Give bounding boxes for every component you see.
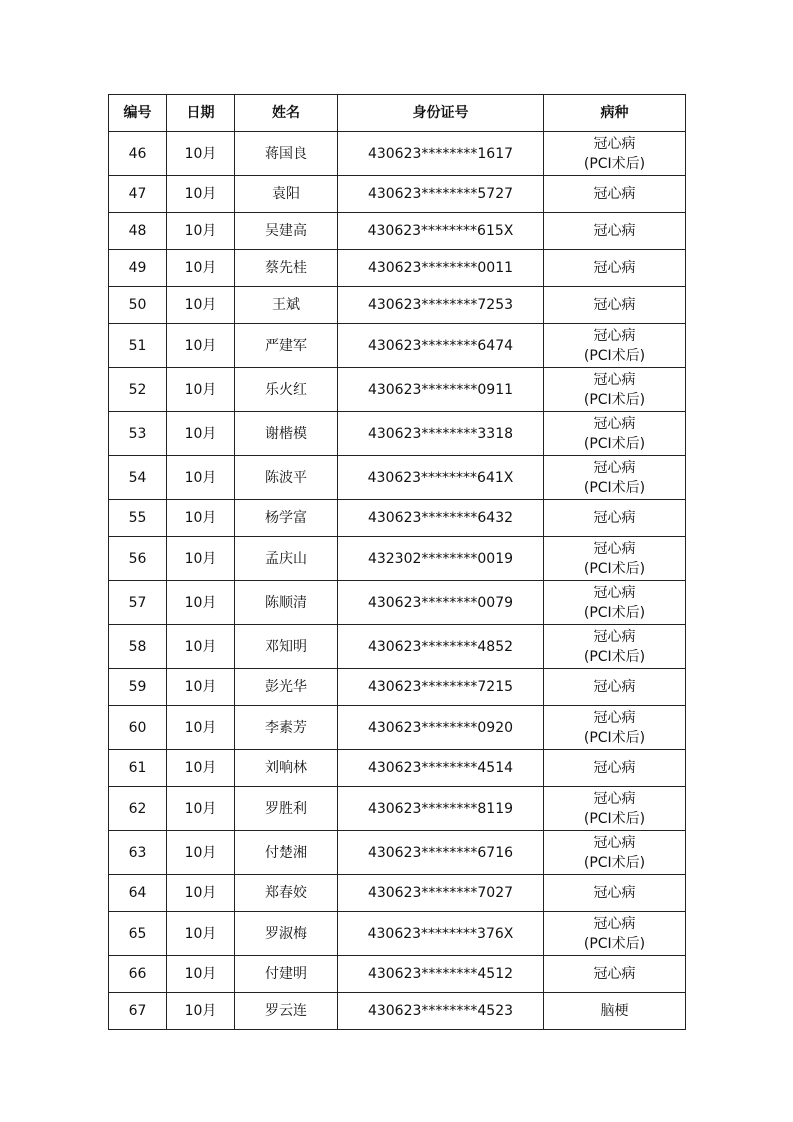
table-row: [109, 993, 686, 1030]
table-row: [109, 250, 686, 287]
cell-disease: [544, 213, 686, 250]
header-date: 日期: [167, 95, 235, 132]
cell-disease: [544, 831, 686, 875]
cell-number: 62: [109, 787, 167, 831]
cell-date: 10月: [167, 669, 235, 706]
cell-disease: [544, 875, 686, 912]
table-row: [109, 706, 686, 750]
cell-date: 10月: [167, 875, 235, 912]
cell-date: 10月: [167, 993, 235, 1030]
disease-note: (PCI术后): [583, 810, 646, 827]
cell-name: 陈波平: [235, 456, 338, 500]
cell-date: 10月: [167, 250, 235, 287]
disease-note: (PCI术后): [583, 347, 646, 364]
cell-date: 10月: [167, 324, 235, 368]
cell-id-number: 432302********0019: [338, 537, 544, 581]
cell-disease: [544, 250, 686, 287]
disease-label: 冠心病: [593, 297, 636, 313]
table-row: [109, 412, 686, 456]
cell-id-number: 430623********6432: [338, 500, 544, 537]
cell-disease: [544, 581, 686, 625]
cell-name: 袁阳: [235, 176, 338, 213]
cell-date: 10月: [167, 537, 235, 581]
header-disease: 病种: [544, 95, 686, 132]
cell-number: 64: [109, 875, 167, 912]
table-row: [109, 912, 686, 956]
cell-id-number: 430623********5727: [338, 176, 544, 213]
cell-date: 10月: [167, 912, 235, 956]
cell-number: 49: [109, 250, 167, 287]
cell-date: 10月: [167, 287, 235, 324]
table-row: [109, 213, 686, 250]
disease-label: 冠心病: [593, 371, 636, 388]
cell-name: 彭光华: [235, 669, 338, 706]
cell-name: 付楚湘: [235, 831, 338, 875]
cell-number: 53: [109, 412, 167, 456]
table-row: [109, 750, 686, 787]
cell-name: 王斌: [235, 287, 338, 324]
cell-disease: [544, 669, 686, 706]
disease-label: 冠心病: [593, 186, 636, 202]
cell-id-number: 430623********7027: [338, 875, 544, 912]
cell-number: 65: [109, 912, 167, 956]
table-row: [109, 581, 686, 625]
disease-label: 冠心病: [593, 510, 636, 526]
cell-name: 吴建高: [235, 213, 338, 250]
cell-id-number: 430623********4852: [338, 625, 544, 669]
disease-label: 冠心病: [593, 915, 636, 932]
header-id-number: 身份证号: [338, 95, 544, 132]
cell-disease: [544, 750, 686, 787]
disease-label: 冠心病: [593, 584, 636, 601]
disease-note: (PCI术后): [583, 155, 646, 172]
cell-name: 罗淑梅: [235, 912, 338, 956]
cell-number: 63: [109, 831, 167, 875]
cell-date: 10月: [167, 412, 235, 456]
table-row: [109, 625, 686, 669]
cell-number: 52: [109, 368, 167, 412]
cell-id-number: 430623********1617: [338, 132, 544, 176]
cell-disease: [544, 956, 686, 993]
table-row: [109, 456, 686, 500]
disease-label: 冠心病: [593, 135, 636, 152]
table-row: [109, 500, 686, 537]
cell-number: 50: [109, 287, 167, 324]
cell-name: 蔡先桂: [235, 250, 338, 287]
cell-date: 10月: [167, 176, 235, 213]
cell-id-number: 430623********4512: [338, 956, 544, 993]
disease-note: (PCI术后): [583, 935, 646, 952]
table-row: [109, 287, 686, 324]
cell-date: 10月: [167, 706, 235, 750]
cell-name: 孟庆山: [235, 537, 338, 581]
disease-note: (PCI术后): [583, 648, 646, 665]
cell-name: 李素芳: [235, 706, 338, 750]
cell-number: 54: [109, 456, 167, 500]
cell-date: 10月: [167, 625, 235, 669]
disease-label: 冠心病: [593, 260, 636, 276]
disease-note: (PCI术后): [583, 604, 646, 621]
cell-number: 58: [109, 625, 167, 669]
disease-label: 冠心病: [593, 790, 636, 807]
cell-id-number: 430623********7253: [338, 287, 544, 324]
disease-label: 冠心病: [593, 966, 636, 982]
cell-disease: [544, 706, 686, 750]
cell-name: 邓知明: [235, 625, 338, 669]
cell-number: 47: [109, 176, 167, 213]
cell-id-number: 430623********4514: [338, 750, 544, 787]
disease-label: 冠心病: [593, 834, 636, 851]
cell-number: 66: [109, 956, 167, 993]
cell-name: 刘响林: [235, 750, 338, 787]
cell-disease: [544, 537, 686, 581]
cell-disease: [544, 176, 686, 213]
table-row: [109, 368, 686, 412]
cell-name: 蒋国良: [235, 132, 338, 176]
cell-disease: [544, 625, 686, 669]
cell-number: 57: [109, 581, 167, 625]
cell-id-number: 430623********615X: [338, 213, 544, 250]
disease-note: (PCI术后): [583, 391, 646, 408]
table-row: [109, 875, 686, 912]
disease-note: (PCI术后): [583, 729, 646, 746]
cell-disease: [544, 287, 686, 324]
cell-number: 56: [109, 537, 167, 581]
disease-label: 冠心病: [593, 327, 636, 344]
cell-name: 乐火红: [235, 368, 338, 412]
cell-name: 陈顺清: [235, 581, 338, 625]
cell-id-number: 430623********0920: [338, 706, 544, 750]
cell-date: 10月: [167, 956, 235, 993]
cell-number: 67: [109, 993, 167, 1030]
cell-name: 杨学富: [235, 500, 338, 537]
cell-id-number: 430623********6474: [338, 324, 544, 368]
patient-table: [108, 94, 686, 1030]
table-body: [109, 132, 686, 1030]
cell-number: 48: [109, 213, 167, 250]
cell-disease: [544, 324, 686, 368]
cell-disease: [544, 500, 686, 537]
cell-name: 郑春姣: [235, 875, 338, 912]
cell-name: 罗云连: [235, 993, 338, 1030]
disease-label: 冠心病: [593, 459, 636, 476]
table-row: [109, 537, 686, 581]
disease-label: 冠心病: [593, 223, 636, 239]
header-number: 编号: [109, 95, 167, 132]
cell-disease: [544, 993, 686, 1030]
cell-date: 10月: [167, 500, 235, 537]
disease-label: 冠心病: [593, 540, 636, 557]
table-row: [109, 831, 686, 875]
cell-id-number: 430623********6716: [338, 831, 544, 875]
disease-label: 冠心病: [593, 885, 636, 901]
disease-note: (PCI术后): [583, 479, 646, 496]
cell-date: 10月: [167, 213, 235, 250]
cell-date: 10月: [167, 132, 235, 176]
cell-id-number: 430623********0011: [338, 250, 544, 287]
header-name: 姓名: [235, 95, 338, 132]
cell-name: 谢楷模: [235, 412, 338, 456]
cell-name: 罗胜利: [235, 787, 338, 831]
cell-id-number: 430623********641X: [338, 456, 544, 500]
cell-disease: [544, 132, 686, 176]
cell-disease: [544, 912, 686, 956]
cell-date: 10月: [167, 787, 235, 831]
cell-date: 10月: [167, 831, 235, 875]
disease-label: 冠心病: [593, 628, 636, 645]
disease-label: 冠心病: [593, 709, 636, 726]
cell-id-number: 430623********7215: [338, 669, 544, 706]
cell-number: 55: [109, 500, 167, 537]
cell-number: 51: [109, 324, 167, 368]
cell-id-number: 430623********0079: [338, 581, 544, 625]
cell-date: 10月: [167, 456, 235, 500]
disease-label: 冠心病: [593, 760, 636, 776]
cell-id-number: 430623********376X: [338, 912, 544, 956]
disease-label: 脑梗: [600, 1003, 629, 1019]
cell-number: 61: [109, 750, 167, 787]
cell-disease: [544, 368, 686, 412]
cell-number: 59: [109, 669, 167, 706]
disease-label: 冠心病: [593, 415, 636, 432]
cell-name: 付建明: [235, 956, 338, 993]
disease-note: (PCI术后): [583, 435, 646, 452]
cell-name: 严建军: [235, 324, 338, 368]
cell-id-number: 430623********4523: [338, 993, 544, 1030]
table-row: [109, 956, 686, 993]
cell-date: 10月: [167, 750, 235, 787]
cell-date: 10月: [167, 368, 235, 412]
table-row: [109, 132, 686, 176]
cell-disease: [544, 412, 686, 456]
table-row: [109, 176, 686, 213]
header-row: [109, 95, 686, 132]
cell-number: 46: [109, 132, 167, 176]
cell-disease: [544, 456, 686, 500]
cell-id-number: 430623********0911: [338, 368, 544, 412]
cell-date: 10月: [167, 581, 235, 625]
disease-label: 冠心病: [593, 679, 636, 695]
cell-number: 60: [109, 706, 167, 750]
table-row: [109, 669, 686, 706]
table-row: [109, 787, 686, 831]
cell-disease: [544, 787, 686, 831]
disease-note: (PCI术后): [583, 560, 646, 577]
cell-id-number: 430623********3318: [338, 412, 544, 456]
disease-note: (PCI术后): [583, 854, 646, 871]
table-row: [109, 324, 686, 368]
cell-id-number: 430623********8119: [338, 787, 544, 831]
